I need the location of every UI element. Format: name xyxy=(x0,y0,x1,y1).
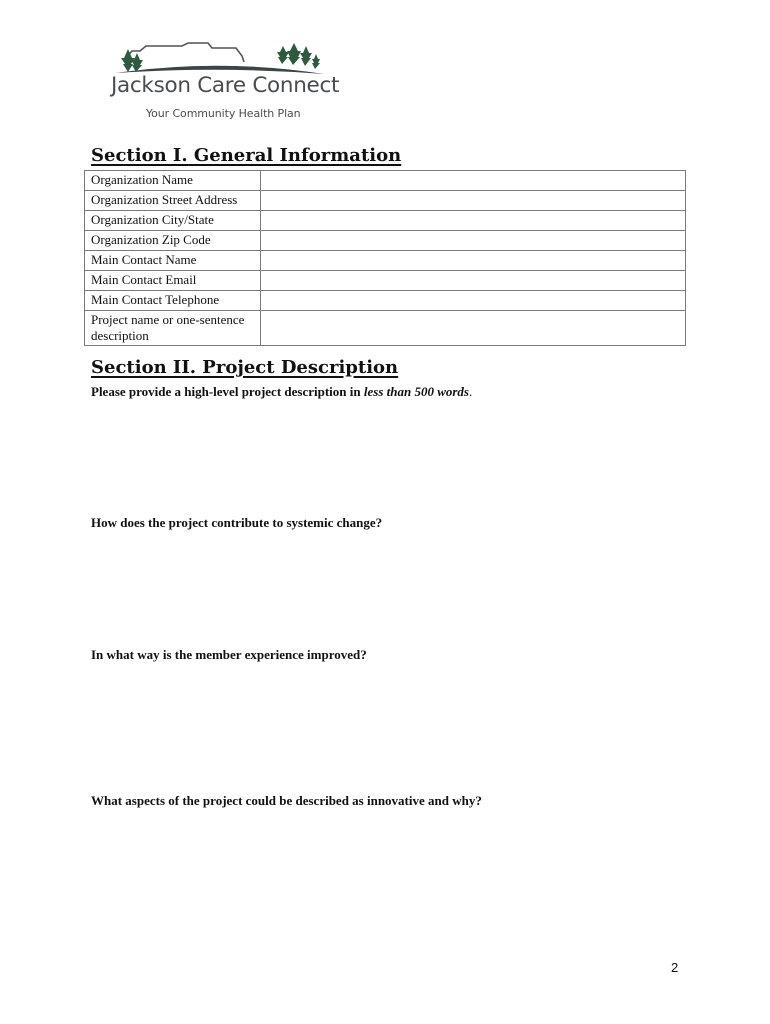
section-1-heading: Section I. General Information xyxy=(91,145,402,166)
project-description-prompt xyxy=(91,384,472,400)
contact-name-label: Main Contact Name xyxy=(85,251,261,271)
contact-name-field[interactable] xyxy=(260,251,685,271)
page-number: 2 xyxy=(671,960,679,975)
prompt-text: Please provide a high-level project description in xyxy=(91,384,364,399)
word-limit-emphasis: less than 500 words xyxy=(363,384,469,399)
table-row xyxy=(85,191,686,211)
org-city-state-field[interactable] xyxy=(260,211,685,231)
project-name-field[interactable] xyxy=(260,311,685,346)
table-row xyxy=(85,271,686,291)
contact-email-label: Main Contact Email xyxy=(85,271,261,291)
table-row xyxy=(85,311,686,346)
table-row xyxy=(85,291,686,311)
prompt-end: . xyxy=(469,384,473,399)
logo-name: Jackson Care Connect xyxy=(111,73,340,98)
member-experience-question: In what way is the member experience improved? xyxy=(91,647,367,662)
project-name-label: Project name or one-sentence description xyxy=(85,311,261,346)
contact-telephone-label: Main Contact Telephone xyxy=(85,291,261,311)
table-row xyxy=(85,171,686,191)
logo-tagline: Your Community Health Plan xyxy=(146,107,301,120)
org-city-state-label: Organization City/State xyxy=(85,211,261,231)
org-street-label: Organization Street Address xyxy=(85,191,261,211)
table-row xyxy=(85,251,686,271)
table-row xyxy=(85,231,686,251)
section-2-heading: Section II. Project Description xyxy=(91,357,399,378)
contact-email-field[interactable] xyxy=(260,271,685,291)
table-row xyxy=(85,211,686,231)
org-name-label: Organization Name xyxy=(85,171,261,191)
innovation-question: What aspects of the project could be described as innovative and why? xyxy=(91,793,482,808)
contact-telephone-field[interactable] xyxy=(260,291,685,311)
general-info-table xyxy=(84,170,686,346)
systemic-change-question: How does the project contribute to systemic change? xyxy=(91,515,383,530)
org-zip-field[interactable] xyxy=(260,231,685,251)
org-street-field[interactable] xyxy=(260,191,685,211)
org-zip-label: Organization Zip Code xyxy=(85,231,261,251)
org-name-field[interactable] xyxy=(260,171,685,191)
